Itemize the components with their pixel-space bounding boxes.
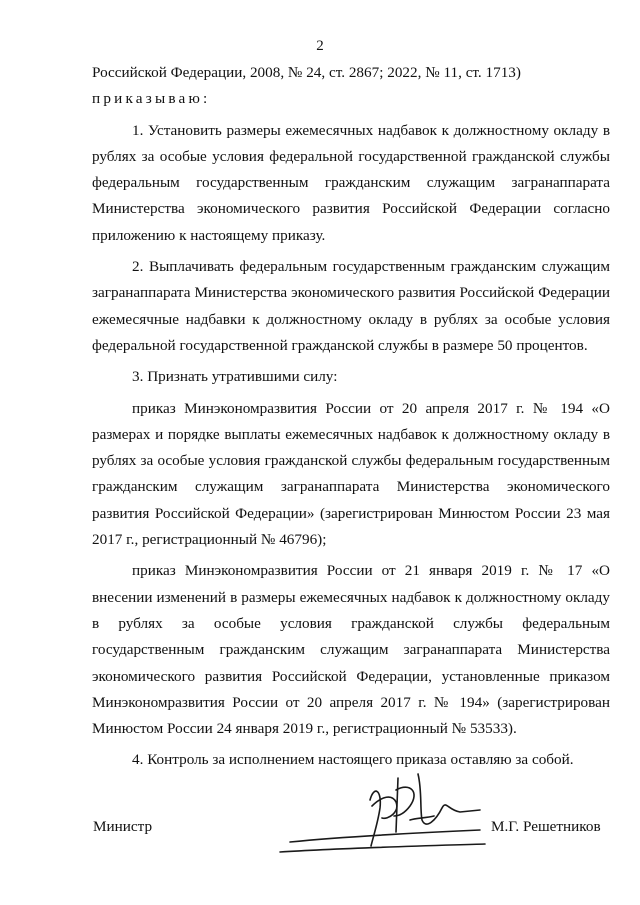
paragraph-repealed-order-1: приказ Минэкономразвития России от 20 апреля 2017 г. № 194 «О размерах и порядке выплаты ежемесячных надбавок к должностному окладу в рублях за особые условия гражданской службы федеральным государственным гражданским служащим загранаппарата Министерства экономического развития Российской Федерации» (зарегистрирован Минюстом России 23 мая 2017 г., регистрационный № 46796); — [92, 399, 610, 549]
paragraph-order-word: приказываю: — [92, 90, 211, 108]
handwritten-signature — [270, 760, 490, 860]
paragraph-citation-tail: Российской Федерации, 2008, № 24, ст. 2867; 2022, № 11, ст. 1713) — [92, 64, 521, 81]
signer-name: М.Г. Решетников — [491, 818, 601, 835]
paragraph-item-2: 2. Выплачивать федеральным государственным гражданским служащим загранаппарата Министерства экономического развития Российской Федерации ежемесячные надбавки к должностному окладу в рублях за особые условия федеральной государственной гражданской службы в размере 50 процентов. — [92, 258, 610, 354]
signature-block — [0, 760, 640, 870]
page-number: 2 — [316, 38, 324, 54]
paragraph-item-3: 3. Признать утратившими силу: — [132, 368, 338, 386]
paragraph-repealed-order-2: приказ Минэкономразвития России от 21 января 2019 г. № 17 «О внесении изменений в размеры ежемесячных надбавок к должностному окладу в рублях за особые условия гражданской службы федеральным государственным гражданским служащим загранаппарата Министерства экономического развития Российской Федерации, установленные приказом Минэкономразвития России от 20 апреля 2017 г. № 194» (зарегистрирован Минюстом России 24 января 2019 г., регистрационный № 53533). — [92, 562, 610, 738]
signer-position: Министр — [93, 818, 153, 835]
paragraph-item-4: 4. Контроль за исполнением настоящего приказа оставляю за собой. — [132, 751, 574, 769]
document-body — [92, 60, 610, 774]
paragraph-item-1: 1. Установить размеры ежемесячных надбавок к должностному окладу в рублях за особые условия федеральной государственной гражданской службы федеральным государственным гражданским служащим загранаппарата Министерства экономического развития Российской Федерации согласно приложению к настоящему приказу. — [92, 121, 610, 244]
